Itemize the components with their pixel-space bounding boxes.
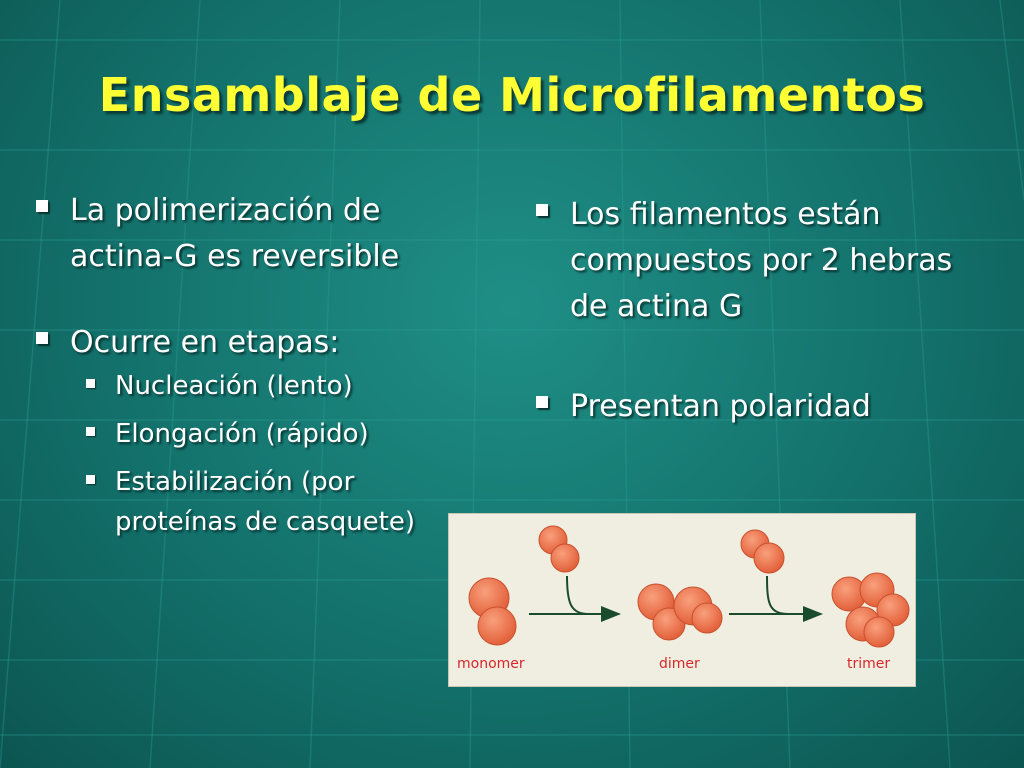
monomer-label: monomer xyxy=(457,656,525,672)
slide-title: Ensamblaje de Microfilamentos xyxy=(98,68,926,122)
sub-bullet-item xyxy=(30,462,430,542)
square-bullet-icon xyxy=(86,379,95,388)
bullet-text: Los filamentos están compuestos por 2 hebras de actina G xyxy=(570,197,953,324)
square-bullet-icon xyxy=(36,332,48,344)
sub-bullet-text: Estabilización (por proteínas de casquete) xyxy=(115,467,416,537)
left-column xyxy=(30,188,430,542)
sub-bullet-item xyxy=(30,414,430,454)
bullet-text: Ocurre en etapas: xyxy=(70,325,340,360)
square-bullet-icon xyxy=(36,200,48,212)
reaction-arrow-icon xyxy=(529,576,619,614)
trimer-subunits xyxy=(832,573,909,647)
bullet-item xyxy=(30,320,430,366)
trimer-label: trimer xyxy=(847,656,891,672)
sub-bullet-text: Elongación (rápido) xyxy=(115,419,369,449)
incoming-monomer-subunit xyxy=(539,526,579,572)
sub-bullet-item xyxy=(30,366,430,406)
actin-polymerization-figure xyxy=(448,513,916,687)
incoming-monomer-subunit xyxy=(741,530,784,573)
bullet-item xyxy=(30,188,430,280)
bullet-item xyxy=(530,192,970,330)
right-column xyxy=(530,192,970,430)
square-bullet-icon xyxy=(86,427,95,436)
reaction-arrow-icon xyxy=(729,576,821,614)
sub-bullet-text: Nucleación (lento) xyxy=(115,371,353,401)
dimer-subunits xyxy=(638,584,722,640)
square-bullet-icon xyxy=(86,475,95,484)
bullet-text: La polimerización de actina-G es reversible xyxy=(70,193,400,274)
dimer-label: dimer xyxy=(659,656,700,672)
monomer-subunit xyxy=(469,578,516,645)
bullet-item xyxy=(530,384,970,430)
bullet-text: Presentan polaridad xyxy=(570,389,871,424)
square-bullet-icon xyxy=(536,204,548,216)
square-bullet-icon xyxy=(536,396,548,408)
